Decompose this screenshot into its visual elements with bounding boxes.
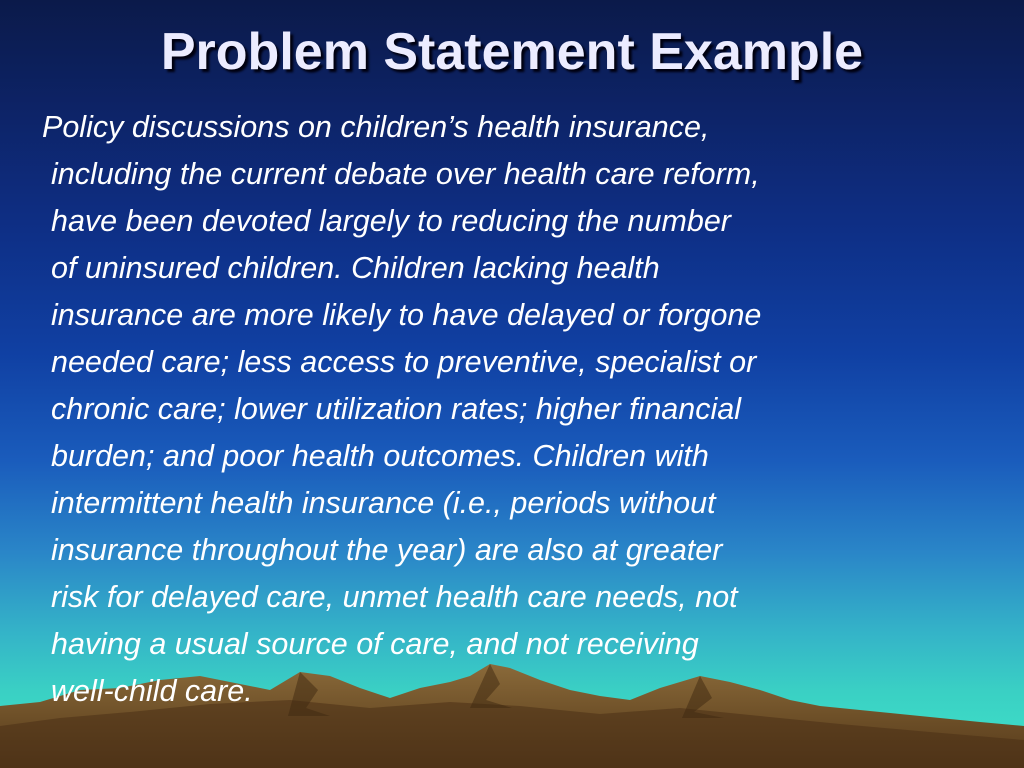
body-line: chronic care; lower utilization rates; higher financial <box>51 392 741 426</box>
body-line: well-child care. <box>51 674 253 708</box>
body-line: intermittent health insurance (i.e., periods without <box>51 486 716 520</box>
body-paragraph <box>35 104 985 715</box>
body-line: needed care; less access to preventive, specialist or <box>51 345 757 379</box>
body-line: insurance are more likely to have delayed or forgone <box>51 298 762 332</box>
body-line: having a usual source of care, and not receiving <box>51 627 699 661</box>
body-line: Policy discussions on children’s health insurance, <box>42 110 710 144</box>
body-line: have been devoted largely to reducing the number <box>51 204 731 238</box>
body-line: of uninsured children. Children lacking health <box>51 251 660 285</box>
body-line: insurance throughout the year) are also at greater <box>51 533 723 567</box>
slide-title: Problem Statement Example <box>160 23 864 81</box>
body-line: burden; and poor health outcomes. Children with <box>51 439 709 473</box>
body-line: including the current debate over health care reform, <box>51 157 760 191</box>
body-line: risk for delayed care, unmet health care needs, not <box>51 580 738 614</box>
